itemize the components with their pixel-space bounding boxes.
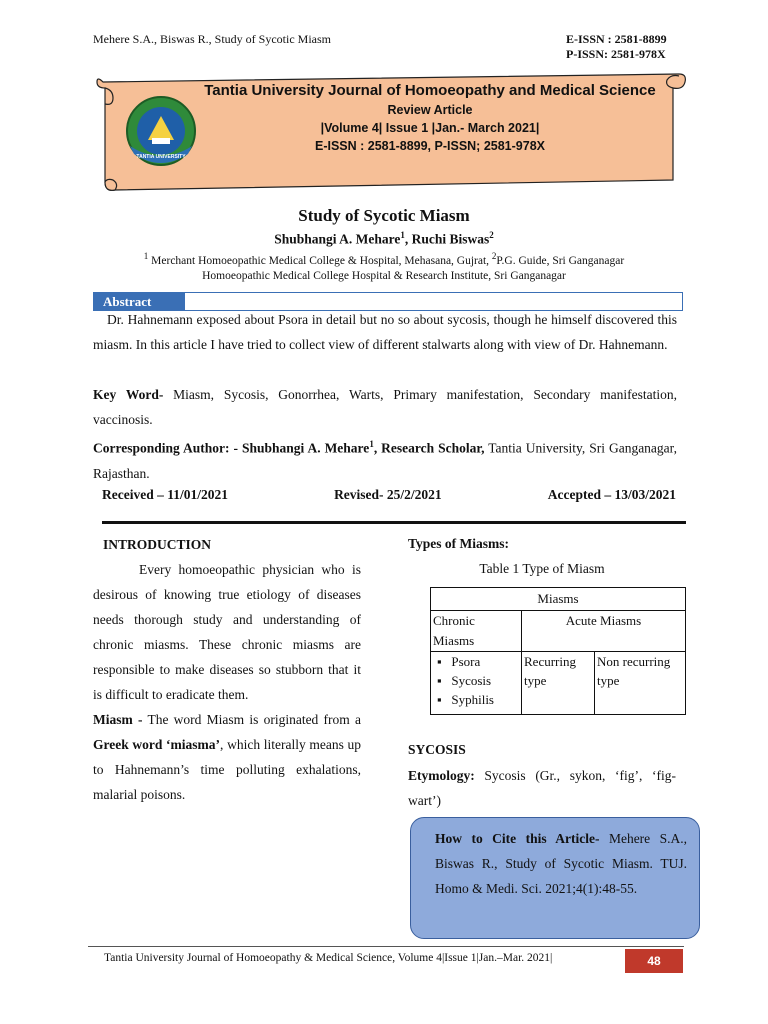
pissn-header: P-ISSN: 2581-978X — [566, 47, 666, 61]
affil-line-1b: P.G. Guide, Sri Ganganagar — [496, 254, 625, 267]
chronic-item: ▪ Syphilis — [437, 692, 494, 707]
miasm-paragraph — [93, 707, 361, 807]
citation-box — [410, 817, 700, 939]
affil-sup-1: 1 — [143, 251, 149, 261]
issue-info: |Volume 4| Issue 1 |Jan.- March 2021| — [320, 121, 540, 135]
corr-sup: 1 — [369, 439, 374, 449]
dates-row — [102, 487, 676, 503]
corr-role: , Research Scholar, — [373, 440, 485, 456]
journal-name: Tantia University Journal of Homoeopathy and Medical Science — [204, 82, 656, 99]
article-type: Review Article — [387, 103, 473, 117]
footer-text: Tantia University Journal of Homoeopathy & Medical Science, Volume 4|Issue 1|Jan.–Mar. 2021| — [104, 952, 553, 964]
cite-label: How to Cite this Article- — [435, 831, 600, 846]
abstract-text: Dr. Hahnemann exposed about Psora in detail but no so about sycosis, though he himself discovered this miasm. In this article I have tried to collect view of different stalwarts along with view of Dr. Hahnemann. — [93, 312, 677, 352]
table-caption: Table 1 Type of Miasm — [479, 561, 605, 576]
paper-title: Study of Sycotic Miasm — [298, 206, 470, 225]
author-1: Shubhangi A. Mehare — [274, 231, 401, 247]
intro-paragraph: Every homoeopathic physician who is desirous of knowing true etiology of diseases needs thorough study and understanding of chronic miasms. These chronic miasms are responsible to make diseases so stubborn that it is difficult to eradicate them. — [93, 562, 361, 702]
etymology-text: Sycosis (Gr., sykon, ‘fig’, ‘fig-wart’) — [408, 768, 676, 808]
section-divider — [102, 521, 686, 524]
accepted-date: Accepted – 13/03/2021 — [547, 487, 676, 502]
corresponding-author — [93, 432, 677, 486]
table-chronic: Chronic Miasms — [431, 611, 522, 652]
eissn-header: E-ISSN : 2581-8899 — [566, 32, 667, 46]
affil-sup-2: 2 — [491, 251, 497, 261]
table-recurring: Recurring type — [522, 652, 595, 715]
footer-rule — [88, 946, 684, 947]
issn-header — [566, 32, 667, 62]
authors: Shubhangi A. Mehare$^1$, Ruchi Biswas$^2$ — [274, 230, 494, 247]
affiliations — [0, 249, 768, 284]
journal-banner — [190, 82, 670, 153]
revised-date: Revised- 25/2/2021 — [334, 487, 442, 502]
chronic-item: ▪ Sycosis — [437, 673, 492, 688]
intro-heading: INTRODUCTION — [103, 537, 212, 552]
author-2: Ruchi Biswas — [411, 231, 490, 247]
keywords-label: Key Word- — [93, 387, 164, 402]
cite-text: Mehere S.A., Biswas R., Study of Sycotic Miasm. TUJ. Homo & Medi. Sci. 2021;4(1):48-55. — [435, 831, 687, 896]
etymology-label: Etymology: — [408, 768, 475, 783]
table-acute: Acute Miasms — [522, 611, 686, 652]
chronic-item-sycosis: Sycosis — [451, 673, 492, 688]
running-title: Mehere S.A., Biswas R., Study of Sycotic Miasm — [93, 32, 331, 46]
miasm-text-2: , which literally means up to Hahnemann’s time polluting exhalations, malarial poisons. — [93, 737, 361, 802]
chronic-item: ▪ Psora — [437, 654, 481, 669]
miasm-greek: Greek word ‘miasma’ — [93, 737, 221, 752]
chronic-item-syphilis: Syphilis — [451, 692, 494, 707]
university-logo — [122, 92, 200, 170]
corr-rest: Tantia University, Sri Ganganagar, Rajasthan. — [93, 440, 678, 481]
table-chronic-list — [431, 652, 522, 715]
types-heading: Types of Miasms: — [408, 536, 509, 551]
author-1-sup: 1 — [400, 230, 405, 240]
affil-line-1a: Merchant Homoeopathic Medical College & Hospital, Mehasana, Gujrat, — [148, 254, 492, 267]
chronic-item-psora: Psora — [451, 654, 481, 669]
miasm-label: Miasm - — [93, 712, 143, 727]
issn-info: E-ISSN : 2581-8899, P-ISSN; 2581-978X — [315, 139, 545, 153]
author-2-sup: 2 — [489, 230, 494, 240]
received-date: Received – 11/01/2021 — [102, 487, 228, 502]
miasm-table — [430, 587, 686, 715]
page-number: 48 — [625, 949, 683, 973]
left-column — [93, 532, 361, 807]
keywords — [93, 382, 677, 432]
miasm-text-1: The word Miasm is originated from a — [142, 712, 361, 727]
keywords-list: Miasm, Sycosis, Gonorrhea, Warts, Primary manifestation, Secondary manifestation, vaccinosis. — [93, 387, 677, 427]
etymology — [408, 763, 676, 813]
abstract-label: Abstract — [93, 292, 185, 311]
sycosis-heading: SYCOSIS — [408, 742, 466, 757]
affil-line-2: Homoeopathic Medical College Hospital & Research Institute, Sri Ganganagar — [202, 269, 566, 282]
corr-label: Corresponding Author: - Shubhangi A. Mehare — [93, 440, 370, 456]
table-header-miasms: Miasms — [431, 588, 686, 611]
logo-text: TANTIA UNIVERSITY — [136, 154, 186, 160]
table-non-recurring: Non recurring type — [595, 652, 686, 715]
